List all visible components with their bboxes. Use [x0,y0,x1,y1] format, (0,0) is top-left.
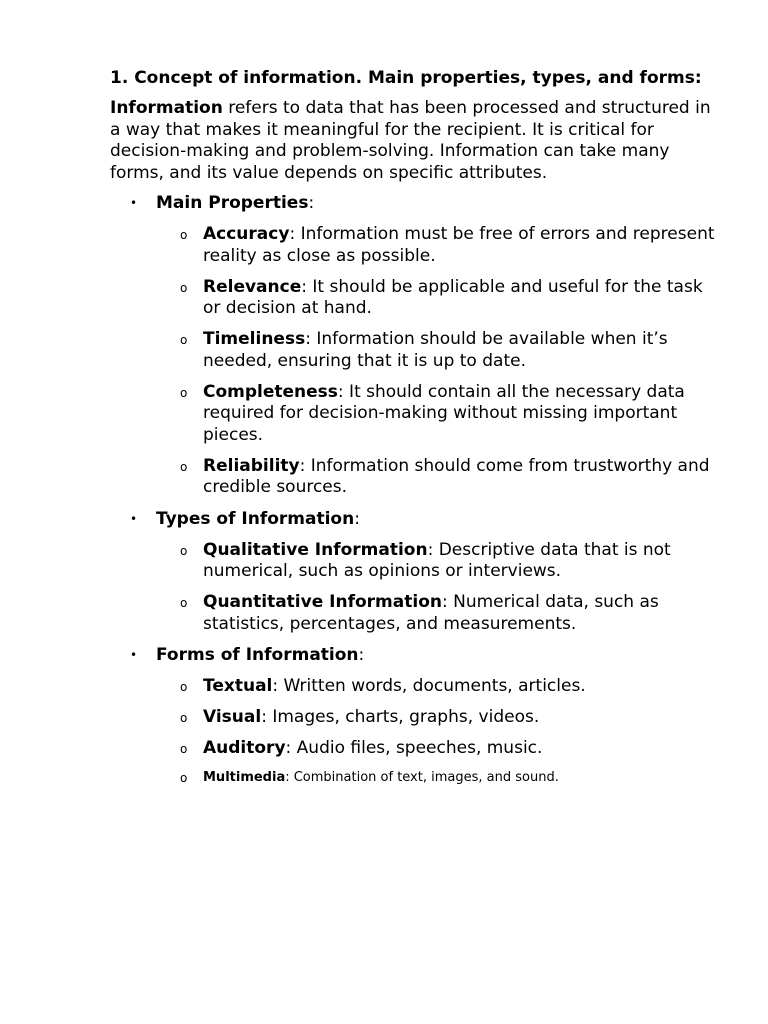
list-item [156,456,720,499]
circle-bullet-icon: o [180,742,188,756]
circle-bullet-icon: o [180,711,188,725]
bullet-icon: • [130,511,138,526]
circle-bullet-icon: o [180,385,188,400]
intro-text: refers to data that has been processed and structured in a way that makes it meaningful for the recipient. It is critical for decision-making and problem-solving. Information can take many forms, and its value depends on specific attributes. [110,98,711,183]
sub-list [156,224,720,499]
item-term: Qualitative Information [203,539,428,560]
item-text: : Descriptive data that is not numerical, such as opinions or interviews. [203,539,671,581]
circle-bullet-icon: o [180,333,188,347]
item-text: : Information should come from trustworthy and credible sources. [203,455,710,497]
item-text: : It should contain all the necessary data required for decision-making without missing important pieces. [203,381,685,445]
sub-list [156,540,720,636]
item-text: : Images, charts, graphs, videos. [261,707,540,727]
item-term: Multimedia [203,770,286,785]
item-term: Textual [203,676,273,696]
document-page [110,68,720,796]
item-term: Reliability [203,455,300,476]
main-list [110,193,720,786]
intro-paragraph [110,98,720,184]
list-item-forms-of-information [110,645,720,786]
list-item-main-properties [110,193,720,499]
section-title: Main Properties [156,193,309,213]
list-item [156,540,720,583]
list-item [156,707,720,729]
item-text: : Information should be available when it’s needed, ensuring that it is up to date. [203,329,668,371]
bullet-icon: • [130,196,138,210]
list-item [156,382,720,447]
circle-bullet-icon: o [180,280,188,295]
section-title: Forms of Information [156,645,359,665]
section-suffix: : [308,193,315,213]
list-item [156,329,720,372]
item-text: : Numerical data, such as statistics, percentages, and measurements. [203,592,659,634]
item-term: Accuracy [203,224,290,244]
item-term: Timeliness [203,329,306,349]
circle-bullet-icon: o [180,459,188,474]
item-term: Auditory [203,738,286,758]
section-suffix: : [354,508,360,529]
list-item [156,224,720,267]
circle-bullet-icon: o [180,596,188,610]
circle-bullet-icon: o [180,228,188,242]
list-item [156,277,720,320]
list-item [156,738,720,760]
list-item [156,676,720,698]
section-heading: 1. Concept of information. Main properties, types, and forms: [110,68,702,88]
intro-term: Information [110,98,223,118]
item-term: Quantitative Information [203,592,442,612]
section-title: Types of Information [156,508,355,529]
item-term: Relevance [203,276,302,297]
item-text: : Audio files, speeches, music. [285,738,543,758]
item-text: : Written words, documents, articles. [272,676,586,696]
bullet-icon: • [130,648,138,662]
circle-bullet-icon: o [180,771,188,785]
sub-list [156,676,720,786]
section-suffix: : [358,645,365,665]
item-term: Completeness [203,381,338,402]
item-text: : Combination of text, images, and sound. [285,770,559,785]
list-item [156,592,720,635]
item-term: Visual [203,707,262,727]
circle-bullet-icon: o [180,543,188,558]
item-text: : Information must be free of errors and represent reality as close as possible. [203,224,715,266]
list-item-types-of-information [110,509,720,636]
circle-bullet-icon: o [180,680,188,694]
list-item [156,769,720,786]
item-text: : It should be applicable and useful for the task or decision at hand. [203,276,703,318]
